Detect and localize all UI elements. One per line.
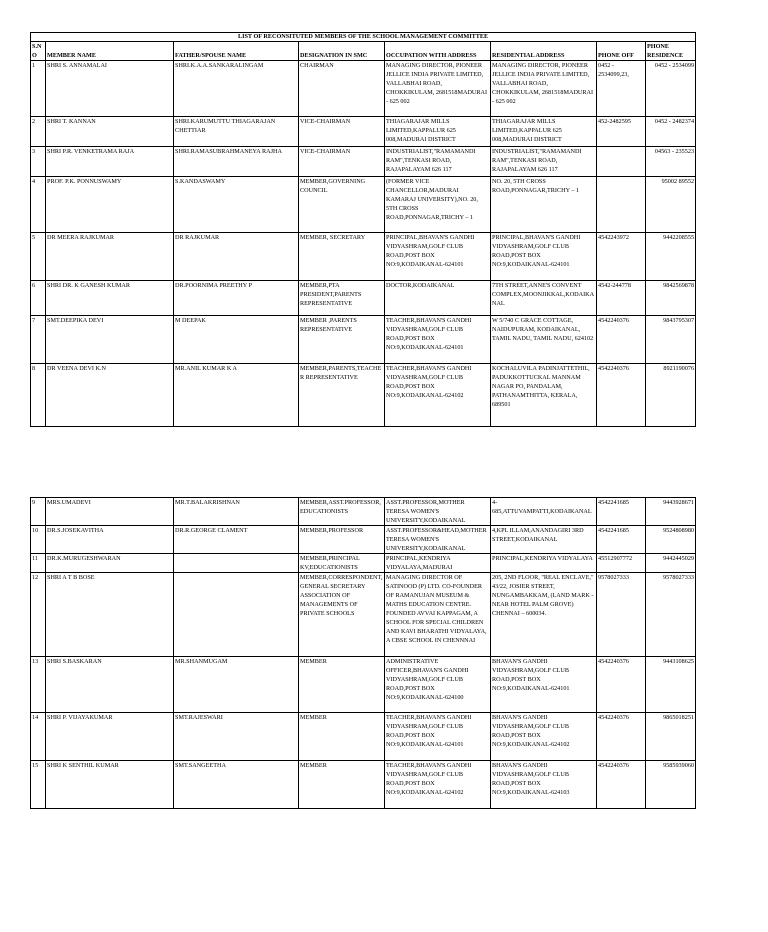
cell-phone-off: 4542243972 bbox=[597, 233, 646, 281]
cell-phone-off: 4542240376 bbox=[597, 761, 646, 809]
table-row bbox=[31, 281, 696, 316]
cell-phone-off: 4542240376 bbox=[597, 657, 646, 713]
cell-residential: NO. 20, 5TH CROSS ROAD,PONNAGAR,TRICHY – 1 bbox=[491, 177, 597, 233]
cell-sno: 10 bbox=[31, 526, 46, 554]
cell-member-name: SHRI P. VIJAYAKUMAR bbox=[46, 713, 174, 761]
cell-residential: BHAVAN'S GANDHI VIDYASHRAM,GOLF CLUB ROAD,POST BOX NO:9,KODAIKANAL-624103 bbox=[491, 761, 597, 809]
cell-phone-res: 9442208555 bbox=[646, 233, 696, 281]
cell-phone-off: 0452 - 2534099,23, bbox=[597, 61, 646, 117]
cell-occupation: DOCTOR,KODAIKANAL bbox=[385, 281, 491, 316]
cell-father-spouse: DR.POORNIMA PREETHY P bbox=[174, 281, 299, 316]
cell-phone-res: 0452 - 2534099 bbox=[646, 61, 696, 117]
header-member-name: MEMBER NAME bbox=[46, 42, 174, 61]
cell-designation: MEMBER ,PARENTS REPRESENTATIVE bbox=[299, 316, 385, 364]
cell-sno: 14 bbox=[31, 713, 46, 761]
cell-occupation: PRINCIPAL,BHAVAN'S GANDHI VIDYASHRAM,GOLF CLUB ROAD,POST BOX NO:9,KODAIKANAL-624101 bbox=[385, 233, 491, 281]
cell-phone-off: 452-2482595 bbox=[597, 117, 646, 147]
cell-designation: MEMBER,GOVERNING COUNCIL bbox=[299, 177, 385, 233]
header-residential: RESIDENTIAL ADDRESS bbox=[491, 42, 597, 61]
cell-occupation: THIAGARAJAR MILLS LIMITED,KAPPALUR 625 008,MADURAI DISTRICT bbox=[385, 117, 491, 147]
cell-designation: MEMBER,CORRESPONDENT, GENERAL SECRETARY ASSOCIATION OF MANAGEMENTS OF PRIVATE SCHOOLS bbox=[299, 573, 385, 657]
cell-phone-res: 9865018251 bbox=[646, 713, 696, 761]
cell-member-name: DR MEERA RAJKUMAR bbox=[46, 233, 174, 281]
cell-phone-off: 9578027333 bbox=[597, 573, 646, 657]
cell-residential: 205, 2ND FLOOR, "REAL ENCLAVE," 43/22, JOSIER STREET, NUNGAMBAKKAM, (LAND MARK - NEAR HOTEL PALM GROVE) CHENNAI – 600034. bbox=[491, 573, 597, 657]
cell-phone-res: 95002 89552 bbox=[646, 177, 696, 233]
cell-phone-off: 4542240376 bbox=[597, 713, 646, 761]
cell-occupation: ADMINISTRATIVE OFFICER,BHAVAN'S GANDHI VIDYASHRAM,GOLF CLUB ROAD,POST BOX NO:9,KODAIKANAL-624100 bbox=[385, 657, 491, 713]
header-phone-off: PHONE OFF bbox=[597, 42, 646, 61]
cell-phone-off bbox=[597, 147, 646, 177]
table-row bbox=[31, 657, 696, 713]
cell-occupation: MANAGING DIRECTOR, PIONEER JELLICE INDIA PRIVATE LIMITED, VALLABHAI ROAD, CHOKKIKULAM, 2681518MADURAI - 625 002 bbox=[385, 61, 491, 117]
cell-member-name: SHRI DR. K GANESH KUMAR bbox=[46, 281, 174, 316]
cell-member-name: DR.K.MURUGESHWARAN bbox=[46, 554, 174, 573]
cell-designation: MEMBER,PTA PRESIDENT,PARENTS REPRESENTATIVE bbox=[299, 281, 385, 316]
cell-residential: BHAVAN'S GANDHI VIDYASHRAM,GOLF CLUB ROAD,POST BOX NO:9,KODAIKANAL-624102 bbox=[491, 713, 597, 761]
cell-member-name: SHRI P.R. VENKETRAMA RAJA bbox=[46, 147, 174, 177]
cell-phone-res: 9442445029 bbox=[646, 554, 696, 573]
cell-designation: CHAIRMAN bbox=[299, 61, 385, 117]
cell-residential: W 5/740 C GRACE COTTAGE, NAIDUPURAM, KODAIKANAL, TAMIL NADU, TAMIL NADU, 624102 bbox=[491, 316, 597, 364]
cell-sno: 11 bbox=[31, 554, 46, 573]
cell-occupation: MANAGING DIRECTOR OF SATINOOD (P) LTD. CO-FOUNDER OF RAMANUJAN MUSEUM & MATHS EDUCATION CENTRE. FOUNDED AVVAI KAPPAGAM, A SCHOOL FOR SPECIAL CHILDREN AND KAVI BHARATHI VIDYALAYA, A CBSE SCHOOL IN CHENNNAI bbox=[385, 573, 491, 657]
cell-phone-off: 45512907772 bbox=[597, 554, 646, 573]
header-phone-res: PHONE RESIDENCE bbox=[646, 42, 696, 61]
cell-father-spouse bbox=[174, 573, 299, 657]
cell-occupation: TEACHER,BHAVAN'S GANDHI VIDYASHRAM,GOLF CLUB ROAD,POST BOX NO:9,KODAIKANAL-624101 bbox=[385, 316, 491, 364]
cell-father-spouse: DR.R.GEORGE CLAMENT bbox=[174, 526, 299, 554]
cell-designation: MEMBER bbox=[299, 761, 385, 809]
cell-father-spouse: M DEEPAK bbox=[174, 316, 299, 364]
cell-occupation: TEACHER,BHAVAN'S GANDHI VIDYASHRAM,GOLF CLUB ROAD,POST BOX NO:9,KODAIKANAL-624102 bbox=[385, 761, 491, 809]
cell-occupation: PRINCIPAL,KENDRIYA VIDYALAYA,MADURAI bbox=[385, 554, 491, 573]
table-row bbox=[31, 554, 696, 573]
cell-phone-res: 9585939060 bbox=[646, 761, 696, 809]
table-row bbox=[31, 526, 696, 554]
cell-designation: VICE-CHAIRMAN bbox=[299, 117, 385, 147]
cell-phone-off: 4542240376 bbox=[597, 364, 646, 427]
cell-phone-res: 9843795307 bbox=[646, 316, 696, 364]
cell-father-spouse: MR.T.BALAKRISHNAN bbox=[174, 498, 299, 526]
cell-designation: MEMBER, SECRETARY bbox=[299, 233, 385, 281]
cell-phone-res: 9524808980 bbox=[646, 526, 696, 554]
cell-phone-res: 9578027333 bbox=[646, 573, 696, 657]
cell-member-name: MRS.UMADEVI bbox=[46, 498, 174, 526]
cell-residential: 4-685,ATTUVAMPATTI,KODAIKANAL bbox=[491, 498, 597, 526]
header-father-spouse: FATHER/SPOUSE NAME bbox=[174, 42, 299, 61]
cell-designation: MEMBER,ASST.PROFESSOR,EDUCATIONISTS bbox=[299, 498, 385, 526]
cell-sno: 3 bbox=[31, 147, 46, 177]
members-table-page-1 bbox=[30, 32, 696, 427]
cell-member-name: SHRI T. KANNAN bbox=[46, 117, 174, 147]
cell-phone-res: 9443928671 bbox=[646, 498, 696, 526]
cell-phone-off bbox=[597, 177, 646, 233]
table-row bbox=[31, 233, 696, 281]
table-title: LIST OF RECONSITUTED MEMBERS OF THE SCHOOL MANAGEMENT COMMITTEE bbox=[31, 33, 696, 42]
cell-sno: 2 bbox=[31, 117, 46, 147]
cell-designation: MEMBER,PRINCIPAL KV,EDUCATIONISTS bbox=[299, 554, 385, 573]
cell-occupation: TEACHER,BHAVAN'S GANDHI VIDYASHRAM,GOLF CLUB ROAD,POST BOX NO:9,KODAIKANAL-624101 bbox=[385, 713, 491, 761]
cell-residential: KOCHALUVILA PADINJATTETHIL, PADUKKOTTUCKAL MANNAM NAGAR PO, PANDALAM, PATHANAMTHITTA, KERALA, 689501 bbox=[491, 364, 597, 427]
cell-phone-off: 4542240376 bbox=[597, 316, 646, 364]
cell-member-name: SHRI A T B BOSE bbox=[46, 573, 174, 657]
cell-phone-res: 04563 - 235523 bbox=[646, 147, 696, 177]
table-row bbox=[31, 761, 696, 809]
cell-residential: 7TH STREET,ANNE'S CONVENT COMPLEX,MOONJIKKAL,KODAIKANAL bbox=[491, 281, 597, 316]
cell-sno: 5 bbox=[31, 233, 46, 281]
cell-phone-res: 0452 - 2482374 bbox=[646, 117, 696, 147]
cell-designation: MEMBER bbox=[299, 713, 385, 761]
table-row bbox=[31, 364, 696, 427]
header-sno: S.N O bbox=[31, 42, 46, 61]
cell-father-spouse: S.KANDASWAMY bbox=[174, 177, 299, 233]
cell-sno: 13 bbox=[31, 657, 46, 713]
cell-sno: 7 bbox=[31, 316, 46, 364]
cell-occupation: TEACHER,BHAVAN'S GANDHI VIDYASHRAM,GOLF CLUB ROAD,POST BOX NO:9,KODAIKANAL-624102 bbox=[385, 364, 491, 427]
cell-residential: BHAVAN'S GANDHI VIDYASHRAM,GOLF CLUB ROAD,POST BOX NO:9,KODAIKANAL-624101 bbox=[491, 657, 597, 713]
cell-father-spouse: MR.ANIL KUMAR K A bbox=[174, 364, 299, 427]
table-row bbox=[31, 147, 696, 177]
table-row bbox=[31, 713, 696, 761]
cell-residential: THIAGARAJAR MILLS LIMITED,KAPPALUR 625 008,MADURAI DISTRICT bbox=[491, 117, 597, 147]
cell-sno: 12 bbox=[31, 573, 46, 657]
cell-father-spouse: SHRI.K.A.A.SANKARALINGAM bbox=[174, 61, 299, 117]
cell-designation: MEMBER bbox=[299, 657, 385, 713]
cell-occupation: INDUSTRIALIST,"RAMAMANDI RAM",TENKASI ROAD, RAJAPALAYAM 626 117 bbox=[385, 147, 491, 177]
cell-father-spouse: MR.SHANMUGAM bbox=[174, 657, 299, 713]
cell-sno: 4 bbox=[31, 177, 46, 233]
cell-phone-res: 9842569878 bbox=[646, 281, 696, 316]
cell-occupation: ASST.PROFESSOR&HEAD,MOTHER TERESA WOMEN'S UNIVERSITY,KODAIKANAL bbox=[385, 526, 491, 554]
cell-phone-off: 4542-244778 bbox=[597, 281, 646, 316]
header-occupation: OCCUPATION WITH ADDRESS bbox=[385, 42, 491, 61]
cell-phone-res: 8921190076 bbox=[646, 364, 696, 427]
cell-residential: 4,KPL ILLAM,ANANDAGIRI 3RD STREET,KODAIKANAL bbox=[491, 526, 597, 554]
cell-member-name: PROF. P.K. PONNUSWAMY bbox=[46, 177, 174, 233]
cell-occupation: (FORMER VICE CHANCELLOR,MADURAI KAMARAJ UNIVERSITY),NO. 20, 5TH CROSS ROAD,PONNAGAR,TRICHY – 1 bbox=[385, 177, 491, 233]
cell-residential: INDUSTRIALIST,"RAMAMANDI RAM",TENKASI ROAD, RAJAPALAYAM 626 117 bbox=[491, 147, 597, 177]
cell-occupation: ASST.PROFESSOR,MOTHER TERESA WOMEN'S UNIVERSITY,KODAIKANAL bbox=[385, 498, 491, 526]
cell-sno: 9 bbox=[31, 498, 46, 526]
table-row bbox=[31, 316, 696, 364]
cell-designation: VICE-CHAIRMAN bbox=[299, 147, 385, 177]
cell-father-spouse: SMT.SANGEETHA bbox=[174, 761, 299, 809]
cell-father-spouse: SHRI.KARUMUTTU THIAGARAJAN CHETTIAR bbox=[174, 117, 299, 147]
cell-sno: 15 bbox=[31, 761, 46, 809]
members-table-page-2 bbox=[30, 497, 696, 809]
table-row bbox=[31, 498, 696, 526]
cell-member-name: SHRI S. ANNAMALAI bbox=[46, 61, 174, 117]
header-designation: DESIGNATION IN SMC bbox=[299, 42, 385, 61]
cell-phone-res: 9443108625 bbox=[646, 657, 696, 713]
cell-sno: 8 bbox=[31, 364, 46, 427]
cell-residential: PRINCIPAL,KENDRIYA VIDYALAYA bbox=[491, 554, 597, 573]
table-row bbox=[31, 61, 696, 117]
cell-member-name: DR VEENA DEVI K.N bbox=[46, 364, 174, 427]
cell-residential: MANAGING DIRECTOR, PIONEER JELLICE INDIA PRIVATE LIMITED, VALLABHAI ROAD, CHOKKIKULAM, 2681518MADURAI - 625 002 bbox=[491, 61, 597, 117]
cell-phone-off: 4542241685 bbox=[597, 498, 646, 526]
cell-father-spouse: SMT.RAJESWARI bbox=[174, 713, 299, 761]
cell-member-name: DR.S.JOSEKAVITHA bbox=[46, 526, 174, 554]
table-row bbox=[31, 117, 696, 147]
cell-member-name: SMT.DEEPIKA DEVI bbox=[46, 316, 174, 364]
header-row bbox=[31, 42, 696, 61]
cell-member-name: SHRI K SENTHIL KUMAR bbox=[46, 761, 174, 809]
cell-father-spouse: SHRI.RAMASUBRAHMANEYA RAJHA bbox=[174, 147, 299, 177]
cell-residential: PRINCIPAL,BHAVAN'S GANDHI VIDYASHRAM,GOLF CLUB ROAD,POST BOX NO:9,KODAIKANAL-624101 bbox=[491, 233, 597, 281]
cell-designation: MEMBER,PARENTS,TEACHER REPRESENTATIVE bbox=[299, 364, 385, 427]
cell-phone-off: 4542241685 bbox=[597, 526, 646, 554]
table-row bbox=[31, 177, 696, 233]
cell-sno: 6 bbox=[31, 281, 46, 316]
cell-sno: 1 bbox=[31, 61, 46, 117]
cell-designation: MEMBER,PROFESSOR bbox=[299, 526, 385, 554]
cell-father-spouse: DR RAJKUMAR bbox=[174, 233, 299, 281]
table-row bbox=[31, 573, 696, 657]
cell-father-spouse bbox=[174, 554, 299, 573]
cell-member-name: SHRI S.BASKARAN bbox=[46, 657, 174, 713]
